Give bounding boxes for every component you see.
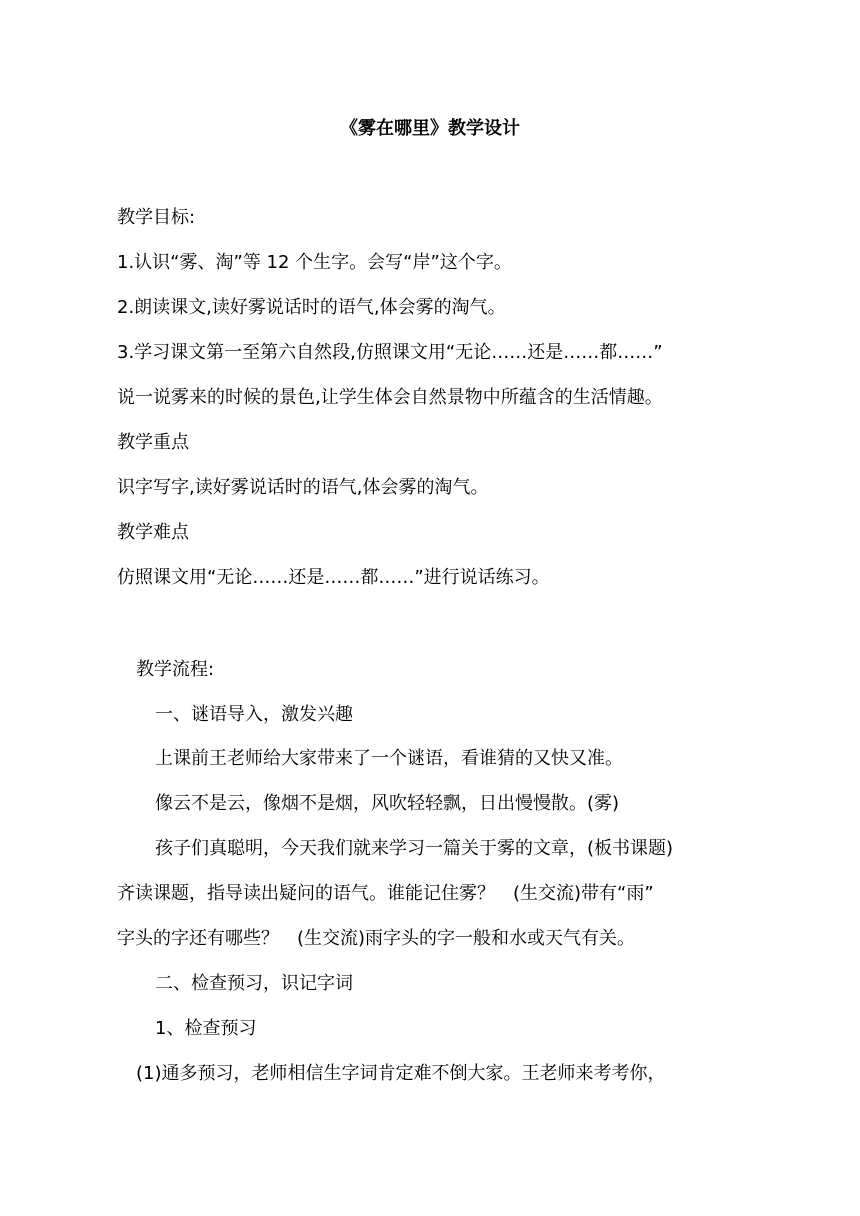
section-1-title: 一、谜语导入，激发兴趣 (155, 704, 353, 725)
key-points-text: 识字写字,读好雾说话时的语气,体会雾的淘气。 (117, 477, 489, 498)
objective-item-1: 1.认识“雾、淘”等 12 个生字。会写“岸”这个字。 (117, 252, 512, 273)
objective-item-3-line-1: 3.学习课文第一至第六自然段,仿照课文用“无论……还是……都……” (117, 342, 663, 363)
section-1-paragraph-1: 上课前王老师给大家带来了一个谜语，看谁猜的又快又准。 (155, 748, 623, 769)
section-2-title: 二、检查预习，识记字词 (155, 973, 353, 994)
section-1-paragraph-3-line-1: 孩子们真聪明，今天我们就来学习一篇关于雾的文章，(板书课题) (155, 838, 674, 859)
subsection-1-paragraph-1: (1)通多预习，老师相信生字词肯定难不倒大家。王老师来考考你， (136, 1063, 666, 1084)
document-title: 《雾在哪里》教学设计 (340, 118, 520, 139)
key-points-heading: 教学重点 (117, 432, 189, 453)
difficulties-text: 仿照课文用“无论……还是……都……”进行说话练习。 (117, 567, 550, 588)
section-1-paragraph-3-line-3: 字头的字还有哪些？ (生交流)雨字头的字一般和水或天气有关。 (117, 928, 636, 949)
objective-item-3-line-2: 说一说雾来的时候的景色,让学生体会自然景物中所蕴含的生活情趣。 (117, 387, 663, 408)
process-heading: 教学流程: (136, 659, 215, 680)
section-1-paragraph-2: 像云不是云，像烟不是烟，风吹轻轻飘，日出慢慢散。(雾) (155, 793, 620, 814)
objectives-heading: 教学目标: (117, 207, 196, 228)
difficulties-heading: 教学难点 (117, 522, 189, 543)
section-1-paragraph-3-line-2: 齐读课题，指导读出疑问的语气。谁能记住雾？ (生交流)带有“雨” (117, 883, 654, 904)
objective-item-2: 2.朗读课文,读好雾说话时的语气,体会雾的淘气。 (117, 297, 506, 318)
subsection-1-title: 1、检查预习 (155, 1018, 257, 1039)
